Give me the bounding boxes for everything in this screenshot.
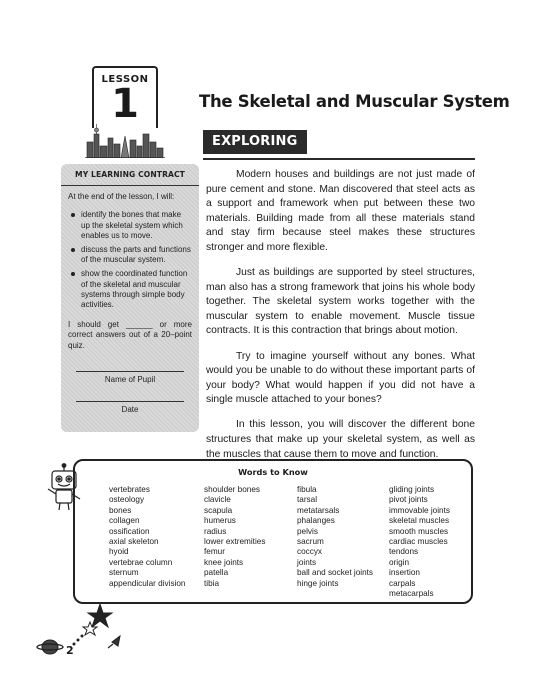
paragraph: In this lesson, you will discover the different bone structures that make up your skeletal system, as well as the muscles that cause them to move and function.	[206, 419, 475, 460]
vocab-word: vertebrae column	[109, 557, 173, 567]
contract-item: show the coordinated function of the skeletal and muscular systems through simple body activities.	[68, 269, 192, 310]
contract-item: discuss the parts and functions of the muscular system.	[68, 245, 192, 265]
words-to-know-box	[73, 459, 473, 604]
vocab-word: skeletal muscles	[389, 516, 450, 526]
vocab-word: ball and socket joints	[297, 568, 374, 578]
contract-list	[68, 210, 192, 310]
vocab-word: coccyx	[297, 547, 323, 557]
contract-title: MY LEARNING CONTRACT	[75, 170, 185, 179]
vocab-word: collagen	[109, 516, 140, 526]
contract-intro: At the end of the lesson, I will:	[68, 192, 175, 202]
vocab-word: tibia	[204, 578, 220, 588]
vocab-word: fibula	[297, 485, 317, 494]
vocab-word: scapula	[204, 505, 233, 515]
vocab-word: metatarsals	[297, 505, 340, 515]
vocab-word: hinge joints	[297, 578, 339, 588]
vocab-word: joints	[297, 557, 317, 567]
words-column	[109, 485, 185, 589]
paragraph: Modern houses and buildings are not just made of pure cement and stone. Man discovered that steel acts as a support and framework when put between these two materials. Building made from all these materials stand and stay firm because steel makes these structures stronger and more flexible.	[206, 169, 475, 253]
quiz-goal-text: I should get ______ or more correct answers out of a 20–point quiz.	[68, 320, 192, 350]
lesson-badge	[85, 62, 165, 158]
city-skyline-icon	[85, 120, 165, 158]
vocab-word: cardiac muscles	[389, 537, 448, 547]
vocab-word: pivot joints	[389, 495, 428, 505]
vocab-word: osteology	[109, 495, 145, 505]
contract-item: identify the bones that make up the skeletal system which enables us to move.	[68, 210, 192, 241]
vocab-word: tendons	[389, 547, 419, 557]
vocab-word: ossification	[109, 526, 150, 536]
learning-contract-panel	[61, 164, 199, 432]
vocab-word: axial skeleton	[109, 537, 159, 547]
vocab-word: tarsal	[297, 495, 318, 505]
section-label: EXPLORING	[203, 130, 307, 154]
vocab-word: patella	[204, 568, 229, 578]
paragraph: Just as buildings are supported by steel structures, man also has a strong framework that joins his whole body together. The skeletal system works together with the muscular system to enable movement. Muscle tissue contracts. It is this contraction that brings about motion.	[206, 267, 475, 337]
vocab-word: humerus	[204, 516, 236, 526]
date-label: Date	[121, 405, 139, 415]
page-title: The Skeletal and Muscular System	[199, 92, 510, 111]
vocab-word: bones	[109, 505, 132, 515]
vocab-word: insertion	[389, 568, 420, 578]
contract-divider	[61, 185, 199, 186]
vocab-word: femur	[204, 547, 225, 557]
vocab-word: hyoid	[109, 547, 129, 557]
name-label: Name of Pupil	[104, 374, 156, 384]
date-signature-line	[76, 401, 184, 402]
vocab-word: clavicle	[204, 495, 231, 505]
lesson-number: 1	[111, 81, 139, 127]
words-column	[389, 485, 450, 599]
vocab-word: origin	[389, 557, 410, 567]
words-column	[297, 485, 373, 589]
vocab-word: shoulder bones	[204, 485, 260, 494]
vocab-word: gliding joints	[389, 485, 435, 494]
section-divider	[203, 158, 475, 160]
vocab-word: smooth muscles	[389, 526, 449, 536]
lesson-label: LESSON	[101, 74, 149, 85]
page-number: 2	[66, 644, 74, 657]
vocab-word: sacrum	[297, 537, 324, 547]
vocab-word: vertebrates	[109, 485, 150, 494]
vocab-word: lower extremities	[204, 537, 266, 547]
vocab-word: metacarpals	[389, 589, 434, 599]
vocab-word: radius	[204, 526, 227, 536]
words-to-know-title: Words to Know	[238, 467, 308, 477]
space-decoration-icon	[0, 600, 130, 660]
vocab-word: carpals	[389, 578, 416, 588]
name-signature-line	[76, 371, 184, 372]
vocab-word: immovable joints	[389, 505, 450, 515]
vocab-word: appendicular division	[109, 578, 186, 588]
vocab-word: pelvis	[297, 526, 318, 536]
vocab-word: knee joints	[204, 557, 244, 567]
vocab-word: sternum	[109, 568, 139, 578]
paragraph: Try to imagine yourself without any bones. What would you be unable to do without these important parts of your body? What would happen if you did not have a single muscle attached to your bones?	[206, 350, 475, 406]
body-text	[206, 168, 475, 473]
words-column	[204, 485, 265, 589]
vocab-word: phalanges	[297, 516, 335, 526]
